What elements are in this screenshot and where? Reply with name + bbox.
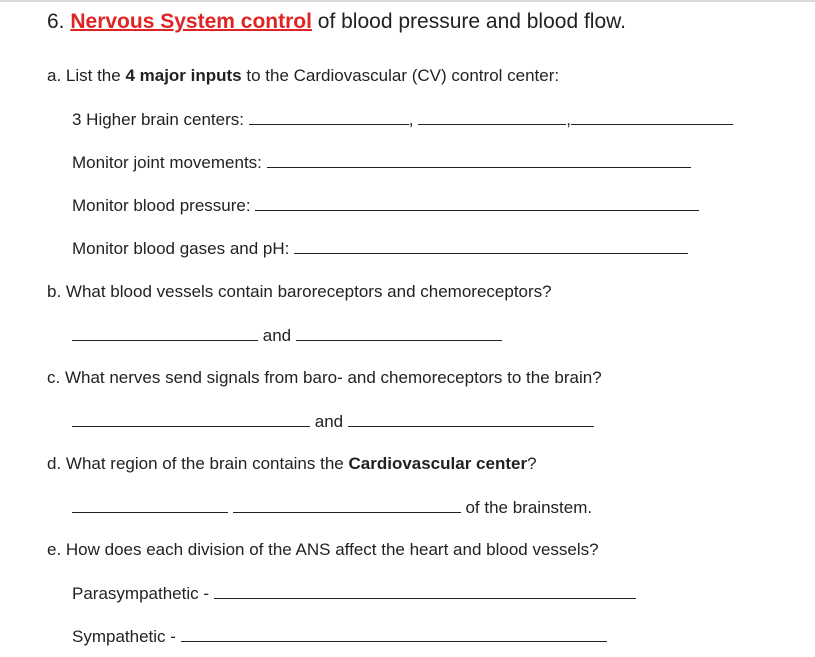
pressure-label: Monitor blood pressure: [72,196,251,215]
question-b: b. What blood vessels contain baroreceptors and chemoreceptors? [47,282,552,301]
question-d-bold: Cardiovascular center [348,454,528,473]
question-e: e. How does each division of the ANS affect the heart and blood vessels? [47,540,599,559]
gases-row [72,238,688,259]
gases-label: Monitor blood gases and pH: [72,239,290,258]
gases-blank[interactable] [294,238,688,254]
question-d-prefix: d. What region of the brain contains the [47,454,344,473]
section-title [47,10,626,34]
symp-blank[interactable] [181,626,607,642]
joint-row [72,152,691,173]
para-label: Parasympathetic - [72,584,209,603]
question-c: c. What nerves send signals from baro- and chemoreceptors to the brain? [47,368,602,387]
title-highlight: Nervous System control [70,10,312,33]
joint-blank[interactable] [267,152,691,168]
c-answer-row [72,411,594,432]
pressure-blank[interactable] [255,195,699,211]
d-blank-2[interactable] [233,497,461,513]
d-tail: of the brainstem. [465,498,593,517]
comma-1: , [408,110,414,129]
comma-2: , [566,110,571,129]
question-a-bold: 4 major inputs [125,66,242,85]
pressure-row [72,195,699,216]
higher-brain-blank-2[interactable] [418,109,566,125]
question-d-suffix: ? [527,454,537,473]
top-border [0,0,815,2]
c-blank-1[interactable] [72,411,310,427]
c-and: and [314,412,344,431]
b-and: and [262,326,292,345]
title-number: 6. [47,10,65,33]
para-blank[interactable] [214,583,636,599]
symp-label: Sympathetic - [72,627,176,646]
higher-brain-blank-3[interactable] [571,109,733,125]
b-answer-row [72,325,502,346]
b-blank-1[interactable] [72,325,258,341]
question-a-suffix: to the Cardiovascular (CV) control center: [246,66,560,85]
c-blank-2[interactable] [348,411,594,427]
question-d [47,454,537,474]
symp-row [72,626,607,647]
d-answer-row [72,497,592,518]
d-blank-1[interactable] [72,497,228,513]
b-blank-2[interactable] [296,325,502,341]
joint-label: Monitor joint movements: [72,153,262,172]
higher-brain-label: 3 Higher brain centers: [72,110,244,129]
higher-brain-row [72,109,733,130]
title-rest: of blood pressure and blood flow. [317,10,626,33]
higher-brain-blank-1[interactable] [249,109,409,125]
para-row [72,583,636,604]
question-a [47,66,559,86]
question-a-prefix: a. List the [47,66,121,85]
